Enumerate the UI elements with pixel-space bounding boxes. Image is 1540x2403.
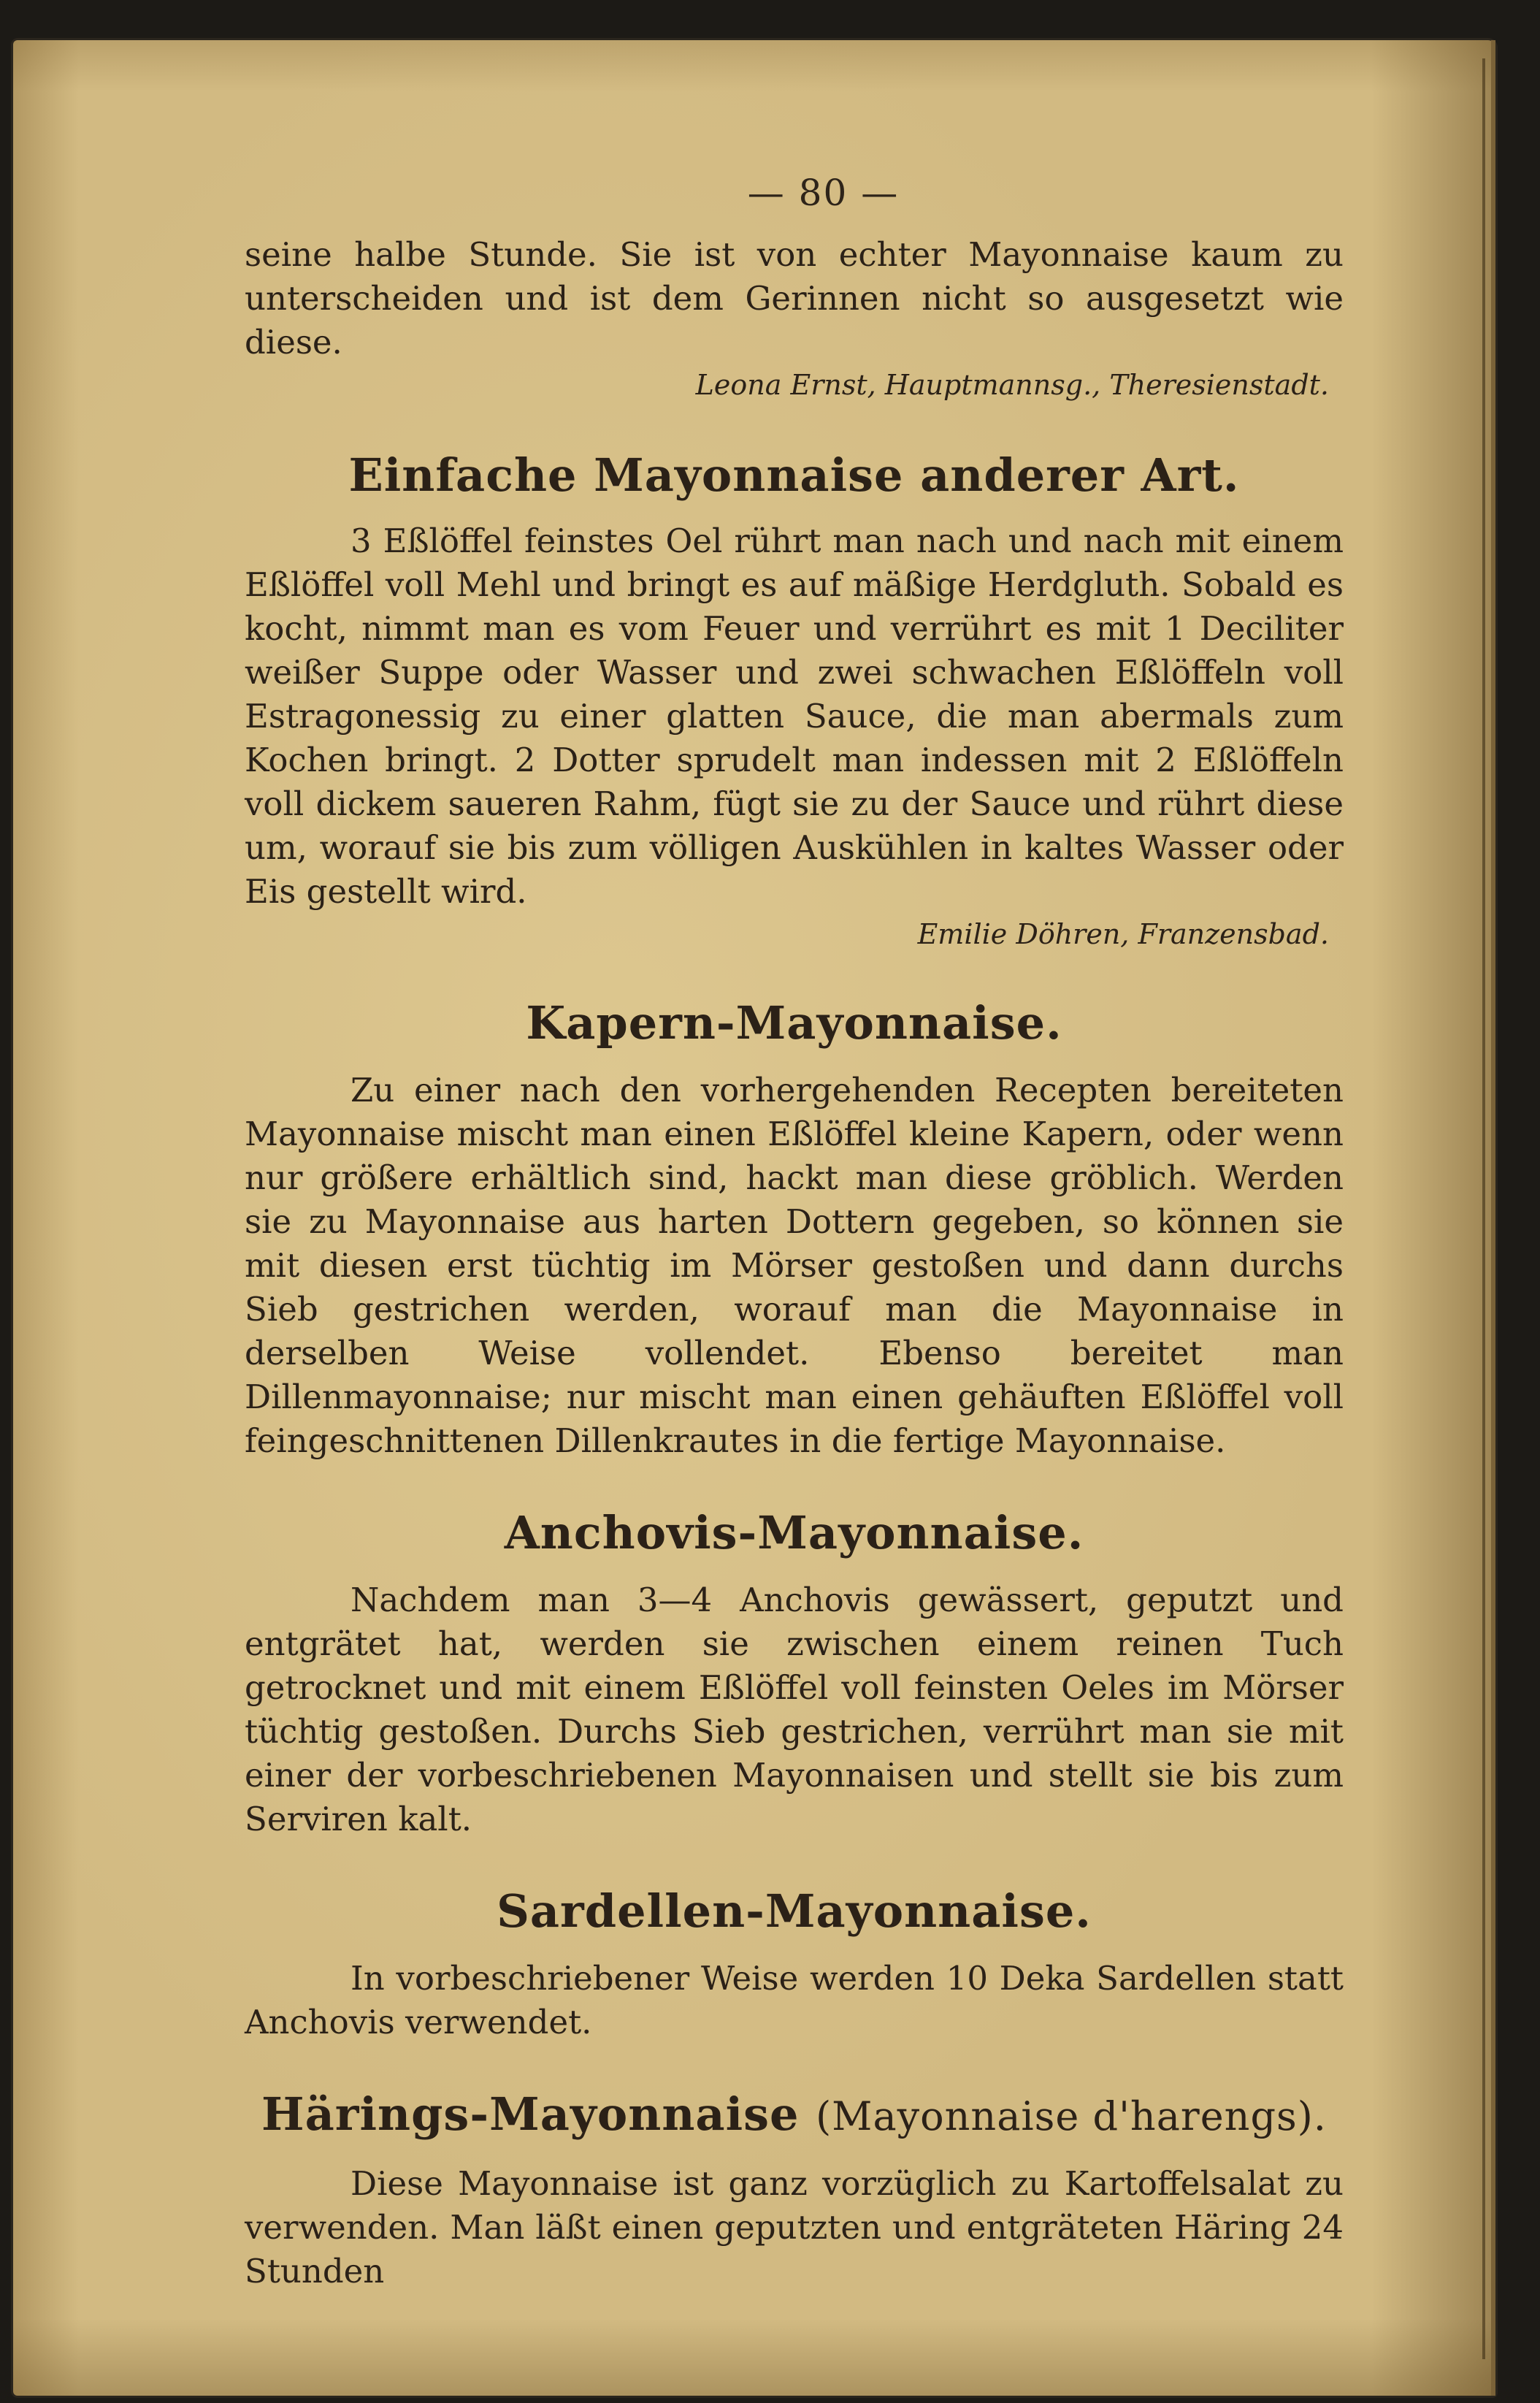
page-number: — 80 — [747, 172, 900, 214]
recipe-text: Zu einer nach den vorhergehenden Recepten bereiteten Mayonnaise mischt man einen Eßlöffel kleine Kapern, oder wenn nur größere erhältlich sind, hackt man diese gröblich. Werden sie zu Mayonnaise aus harten Dottern gegeben, so können sie mit diesen erst tüchtig im Mörser gestoßen und dann durchs Sieb gestrichen werden, worauf man die Mayonnaise in derselben Weise vollendet. Ebenso bereitet man Dillenmayonnaise; nur mischt man einen gehäuften Eßlöffel voll feingeschnittenen Dillenkrautes in die fertige Mayonnaise. [245, 1071, 1344, 1460]
recipe-title-main: Härings-Mayonnaise [261, 2087, 800, 2141]
recipe-subtitle: (Mayonnaise d'harengs). [816, 2093, 1327, 2139]
page-content [245, 172, 1344, 2293]
recipe-signature: Emilie Döhren, Franzensbad. [917, 918, 1329, 950]
recipe-text: Nachdem man 3—4 Anchovis gewässert, geputzt und entgrätet hat, werden sie zwischen einem reinen Tuch getrocknet und mit einem Eßlöffel voll feinsten Oeles im Mörser tüchtig gestoßen. Durchs Sieb gestrichen, verrührt man sie mit einer der vorbeschriebenen Mayonnaisen und stellt sie bis zum Serviren kalt. [245, 1581, 1344, 1838]
recipe-text: Diese Mayonnaise ist ganz vorzüglich zu Kartoffelsalat zu verwenden. Man läßt einen geputzten und entgräteten Häring 24 Stunden [245, 2164, 1344, 2291]
recipe-title: Einfache Mayonnaise anderer Art. [348, 448, 1240, 502]
page-edge [1491, 40, 1495, 2396]
recipe-title: Kapern-Mayonnaise. [526, 996, 1062, 1050]
recipe-title-with-subtitle [245, 2085, 1344, 2146]
recipe-title: Anchovis-Mayonnaise. [504, 1506, 1084, 1559]
recipe-title: Sardellen-Mayonnaise. [497, 1884, 1092, 1938]
recipe-text: In vorbeschriebener Weise werden 10 Deka Sardellen statt Anchovis verwendet. [245, 1959, 1344, 2041]
recipe-text: 3 Eßlöffel feinstes Oel rührt man nach und nach mit einem Eßlöffel voll Mehl und bringt es auf mäßige Herdgluth. Sobald es kocht, nimmt man es vom Feuer und verrührt es mit 1 Deciliter weißer Suppe oder Wasser und zwei schwachen Eßlöffeln voll Estragonessig zu einer glatten Sauce, die man abermals zum Kochen bringt. 2 Dotter sprudelt man indessen mit 2 Eßlöffeln voll dickem saueren Rahm, fügt sie zu der Sauce und rührt diese um, worauf sie bis zum völligen Auskühlen in kaltes Wasser oder Eis gestellt wird. [245, 522, 1344, 911]
intro-signature: Leona Ernst, Hauptmannsg., Theresienstadt. [695, 369, 1329, 401]
intro-paragraph: seine halbe Stunde. Sie ist von echter Mayonnaise kaum zu unterscheiden und ist dem Gerinnen nicht so ausgesetzt wie diese. [245, 235, 1344, 362]
page-fold-shadow [1482, 58, 1485, 2359]
